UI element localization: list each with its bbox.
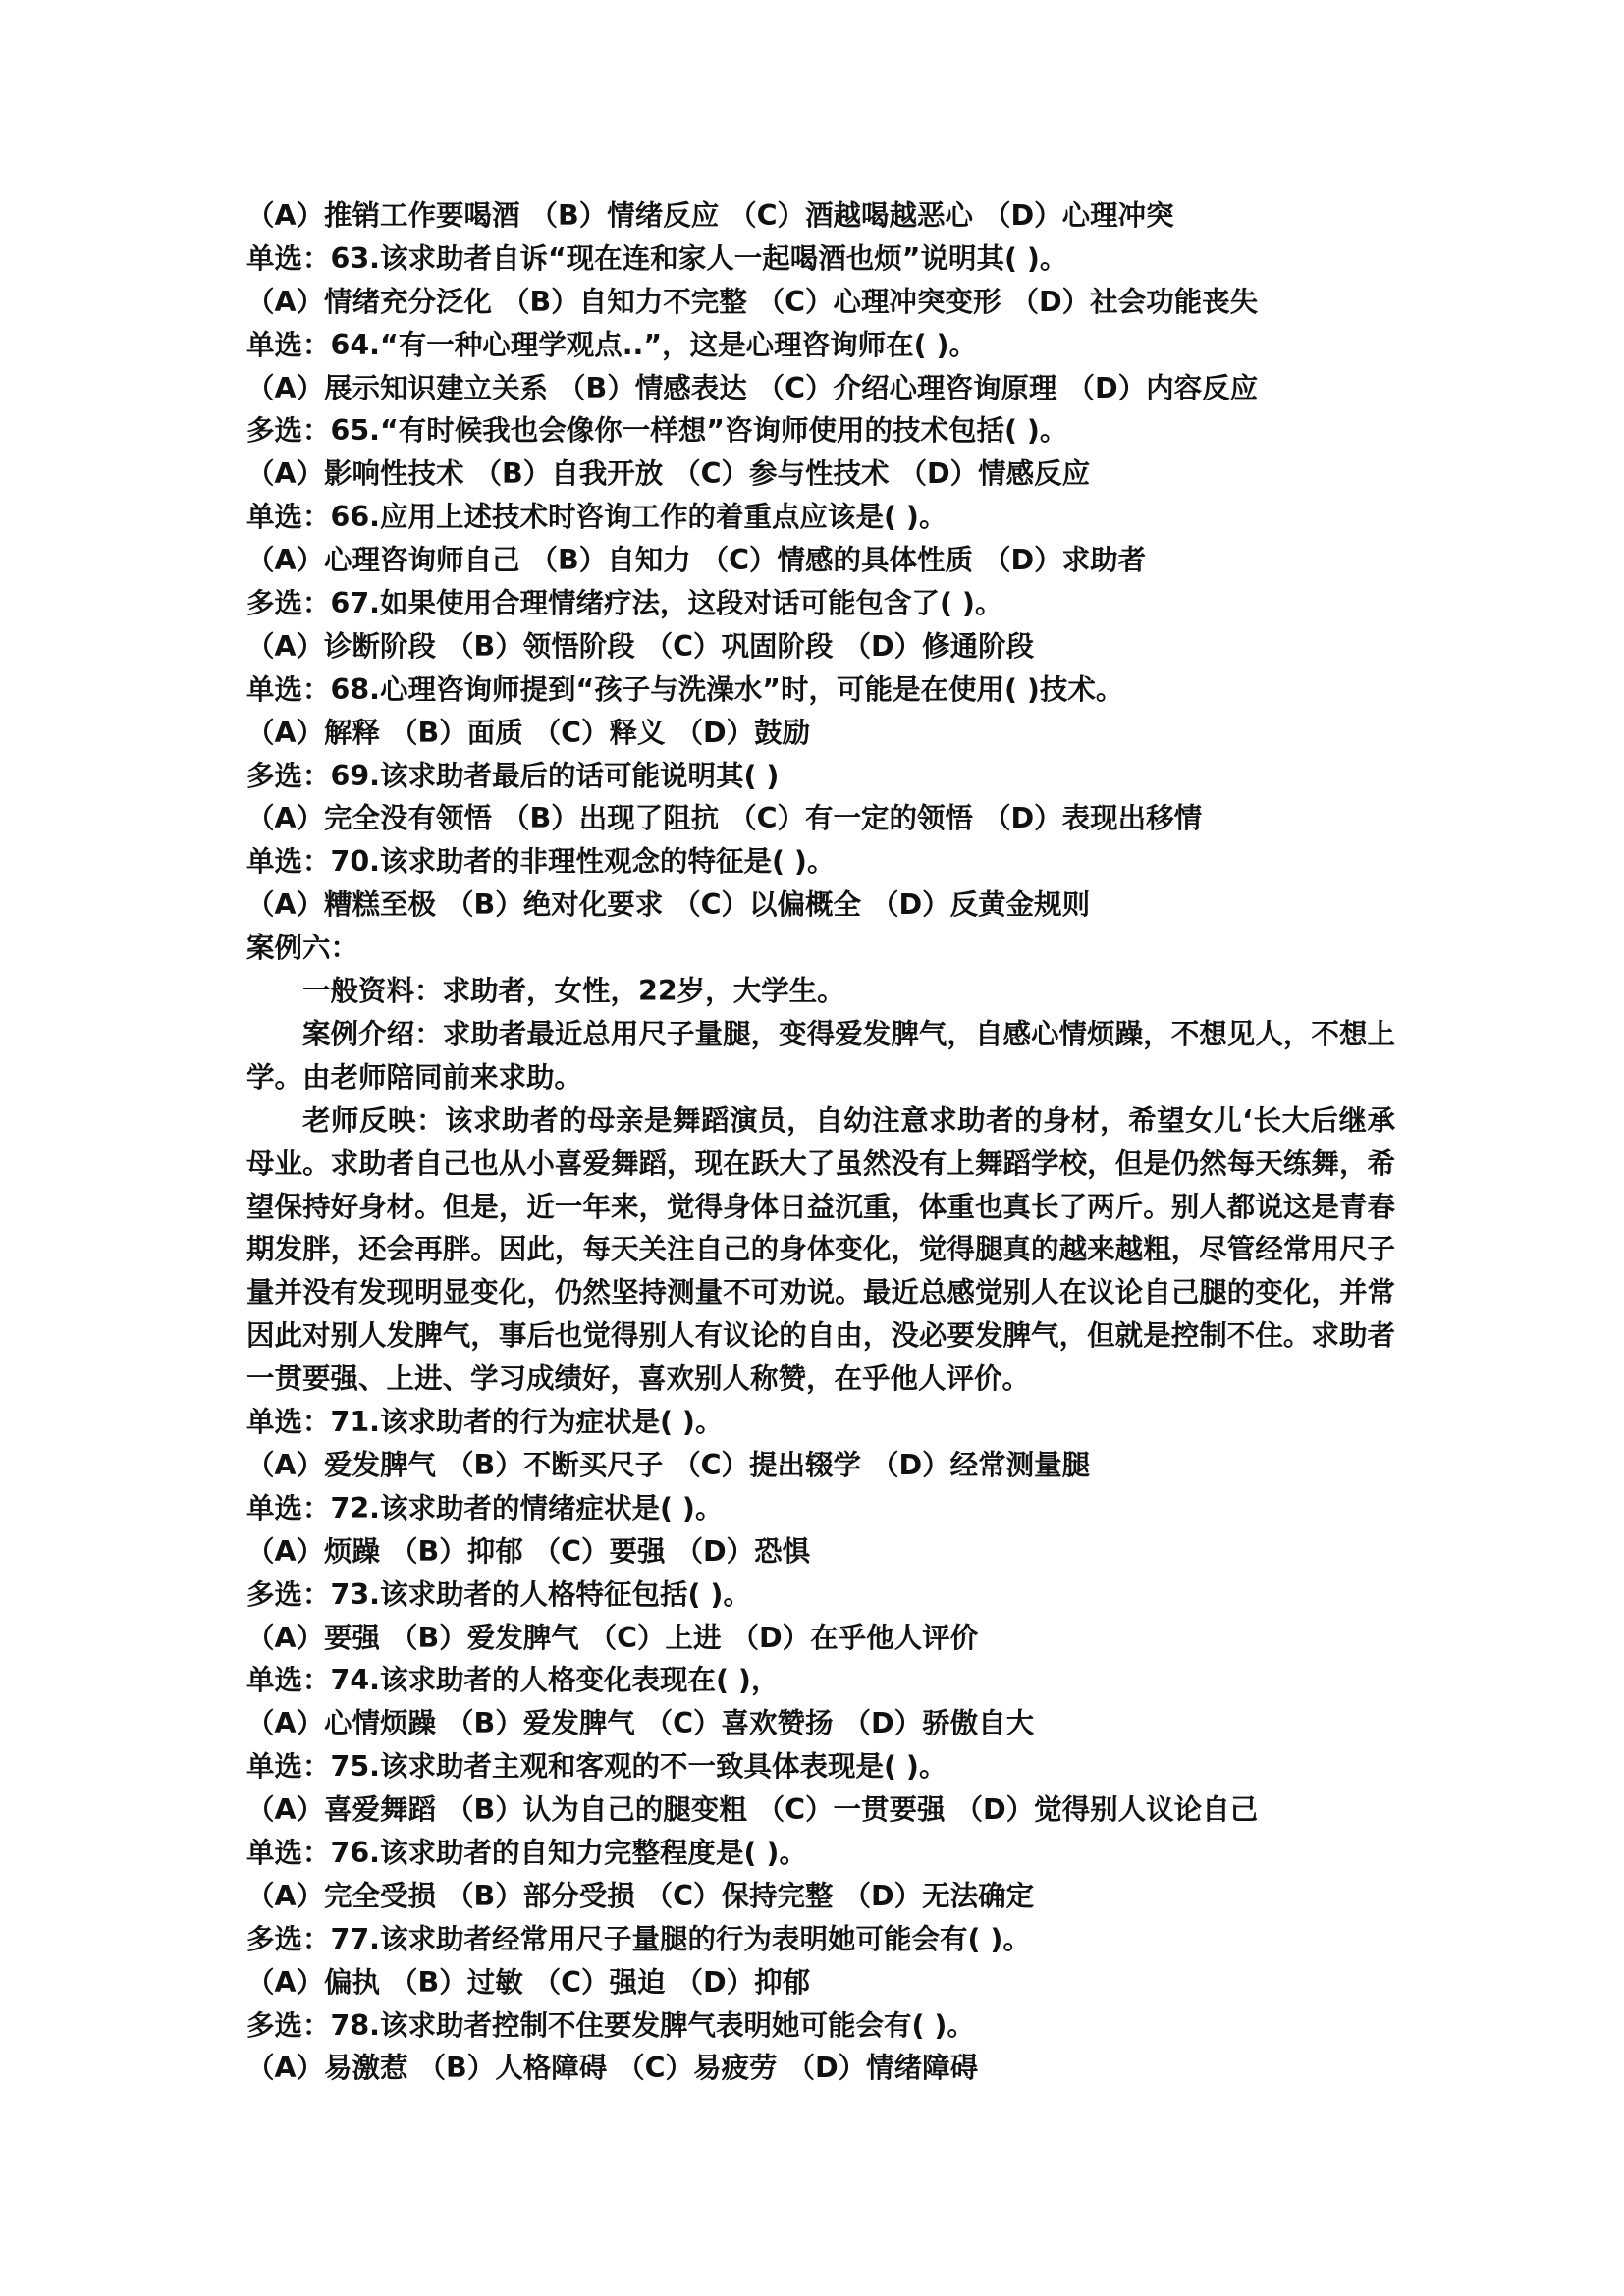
question-74: 单选：74.该求助者的人格变化表现在( )，: [246, 1664, 780, 1697]
question-66: 单选：66.应用上述技术时咨询工作的着重点应该是( )。: [246, 501, 947, 534]
options-line: （A）糟糕至极 （B）绝对化要求 （C）以偏概全 （D）反黄金规则: [246, 888, 1091, 922]
question-77: 多选：77.该求助者经常用尺子量腿的行为表明她可能会有( )。: [246, 1922, 1031, 1955]
case-heading: 案例六：: [246, 932, 359, 965]
question-64: 单选：64.“有一种心理学观点..”，这是心理咨询师在( )。: [246, 328, 978, 361]
questions-block-a: [246, 194, 1395, 970]
case-teacher-report: 老师反映：该求助者的母亲是舞蹈演员，自幼注意求助者的身材，希望女儿‘长大后继承母业。求助者自己也从小喜爱舞蹈，现在跃大了虽然没有上舞蹈学校，但是仍然每天练舞，希望保持好身材。但是，近一年来，觉得身体日益沉重，体重也真长了两斤。别人都说这是青春期发胖，还会再胖。因此，每天关注自己的身体变化，觉得腿真的越来越粗，尽管经常用尺子量并没有发现明显变化，仍然坚持测量不可劝说。最近总感觉别人在议论自己腿的变化，并常因此对别人发脾气，事后也觉得别人有议论的自由，没必要发脾气，但就是控制不住。求助者一贯要强、上进、学习成绩好，喜欢别人称赞，在乎他人评价。: [246, 1103, 1395, 1396]
options-line: （A）影响性技术 （B）自我开放 （C）参与性技术 （D）情感反应: [246, 457, 1091, 491]
options-line: （A）推销工作要喝酒 （B）情绪反应 （C）酒越喝越恶心 （D）心理冲突: [246, 199, 1174, 232]
question-73: 多选：73.该求助者的人格特征包括( )。: [246, 1577, 751, 1611]
question-68: 单选：68.心理咨询师提到“孩子与洗澡水”时，可能是在使用( )技术。: [246, 672, 1124, 706]
options-line: （A）心理咨询师自己 （B）自知力 （C）情感的具体性质 （D）求助者: [246, 544, 1147, 577]
question-71: 单选：71.该求助者的行为症状是( )。: [246, 1406, 724, 1439]
options-line: （A）易激惹 （B）人格障碍 （C）易疲劳 （D）情绪障碍: [246, 2052, 979, 2085]
options-line: （A）诊断阶段 （B）领悟阶段 （C）巩固阶段 （D）修通阶段: [246, 629, 1035, 663]
question-63: 单选：63.该求助者自诉“现在连和家人一起喝酒也烦”说明其( )。: [246, 241, 1068, 275]
options-line: （A）解释 （B）面质 （C）释义 （D）鼓励: [246, 716, 811, 749]
questions-block-b: [246, 1401, 1395, 2090]
document-page: [246, 194, 1395, 2090]
options-line: （A）情绪充分泛化 （B）自知力不完整 （C）心理冲突变形 （D）社会功能丧失: [246, 285, 1259, 318]
question-72: 单选：72.该求助者的情绪症状是( )。: [246, 1491, 724, 1524]
question-76: 单选：76.该求助者的自知力完整程度是( )。: [246, 1837, 807, 1869]
options-line: （A）烦躁 （B）抑郁 （C）要强 （D）恐惧: [246, 1534, 811, 1568]
options-line: （A）完全受损 （B）部分受损 （C）保持完整 （D）无法确定: [246, 1879, 1035, 1912]
question-70: 单选：70.该求助者的非理性观念的特征是( )。: [246, 845, 836, 879]
options-line: （A）心情烦躁 （B）爱发脾气 （C）喜欢赞扬 （D）骄傲自大: [246, 1707, 1035, 1740]
question-65: 多选：65.“有时候我也会像你一样想”咨询师使用的技术包括( )。: [246, 414, 1068, 448]
options-line: （A）爱发脾气 （B）不断买尺子 （C）提出辍学 （D）经常测量腿: [246, 1448, 1091, 1481]
case-general-info: 一般资料：求助者，女性，22岁，大学生。: [302, 975, 845, 1008]
question-67: 多选：67.如果使用合理情绪疗法，这段对话可能包含了( )。: [246, 587, 1003, 620]
options-line: （A）喜爱舞蹈 （B）认为自己的腿变粗 （C）一贯要强 （D）觉得别人议论自己: [246, 1793, 1259, 1827]
options-line: （A）展示知识建立关系 （B）情感表达 （C）介绍心理咨询原理 （D）内容反应: [246, 371, 1259, 404]
options-line: （A）完全没有领悟 （B）出现了阻抗 （C）有一定的领悟 （D）表现出移情: [246, 802, 1203, 835]
question-69: 多选：69.该求助者最后的话可能说明其( ): [246, 759, 780, 792]
options-line: （A）偏执 （B）过敏 （C）强迫 （D）抑郁: [246, 1965, 811, 1999]
question-75: 单选：75.该求助者主观和客观的不一致具体表现是( )。: [246, 1750, 947, 1784]
case-description: [246, 970, 1395, 1401]
case-introduction: 案例介绍：求助者最近总用尺子量腿，变得爱发脾气，自感心情烦躁，不想见人，不想上学。由老师陪同前来求助。: [246, 1017, 1395, 1094]
options-line: （A）要强 （B）爱发脾气 （C）上进 （D）在乎他人评价: [246, 1621, 979, 1654]
question-78: 多选：78.该求助者控制不住要发脾气表明她可能会有( )。: [246, 2008, 975, 2042]
